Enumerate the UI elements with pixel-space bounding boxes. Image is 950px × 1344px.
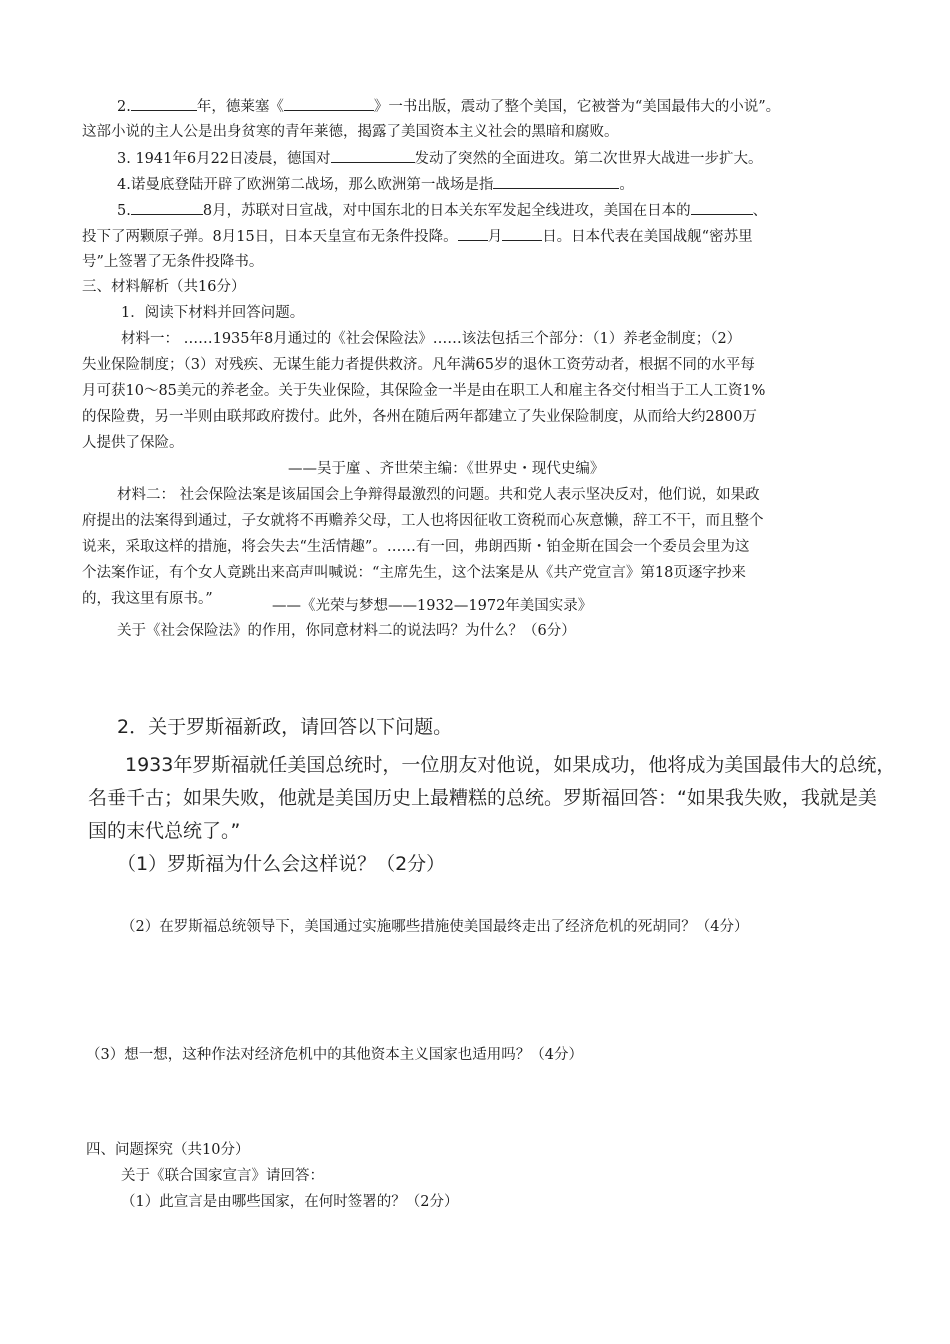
- question-2-sub-3: （3）想一想，这种作法对经济危机中的其他资本主义国家也适用吗？（4分）: [86, 1047, 583, 1063]
- section-3-title: 三、材料解析（共16分）: [82, 279, 246, 295]
- material-2-source: ——《光荣与梦想——1932—1972年美国实录》: [272, 598, 593, 614]
- material-1-line: 材料一： ……1935年8月通过的《社会保险法》……该法包括三个部分：（1）养老金制度；（2）: [121, 331, 742, 347]
- question-2-text-line: 国的末代总统了。”: [88, 820, 241, 842]
- material-2-line: 府提出的法案得到通过，子女就将不再赡养父母，工人也将因征收工资税而心灰意懒，辞工不干，而且整个: [82, 513, 764, 529]
- question-1-intro: 1．阅读下材料并回答问题。: [121, 305, 305, 321]
- question-2-text-line: 1933年罗斯福就任美国总统时，一位朋友对他说，如果成功，他将成为美国最伟大的总统，: [125, 754, 896, 776]
- question-5-line-2: 投下了两颗原子弹。8月15日，日本天皇宣布无条件投降。 月 日。日本代表在美国战舰“密苏里: [82, 226, 753, 247]
- material-2-line: 材料二： 社会保险法案是该届国会上争辩得最激烈的问题。共和党人表示坚决反对，他们说，如果政: [117, 487, 760, 503]
- material-2-line: 的，我这里有原书。”: [82, 591, 213, 607]
- question-number: 2.: [117, 99, 131, 115]
- question-2-text-line: 名垂千古；如果失败，他就是美国历史上最糟糕的总统。罗斯福回答：“如果我失败，我就是美: [88, 787, 877, 809]
- section-4-sub-1: （1）此宣言是由哪些国家，在何时签署的？（2分）: [121, 1194, 459, 1210]
- material-1-source: ——吴于廑 、齐世荣主编：《世界史・现代史编》: [288, 461, 605, 477]
- question-5-line-3: 号”上签署了无条件投降书。: [82, 254, 264, 270]
- material-1-line: 失业保险制度；（3）对残疾、无谋生能力者提供救济。凡年满65岁的退休工资劳动者，根据不同的水平每: [82, 357, 755, 373]
- question-2-sub-1: （1）罗斯福为什么会这样说？（2分）: [117, 853, 446, 875]
- question-2-line-2: 这部小说的主人公是出身贫寒的青年莱德，揭露了美国资本主义社会的黑暗和腐败。: [82, 124, 619, 140]
- question-3: 3. 1941年6月22日凌晨，德国对 发动了突然的全面进攻。第二次世界大战进一步扩大。: [117, 148, 763, 169]
- question-4: 4.诺曼底登陆开辟了欧洲第二战场，那么欧洲第一战场是指 。: [117, 174, 634, 195]
- answer-blank[interactable]: [131, 96, 197, 111]
- material-2-line: 个法案作证，有个女人竟跳出来高声叫喊说：“主席先生，这个法案是从《共产党宣言》第18页逐字抄来: [82, 565, 746, 581]
- answer-blank[interactable]: [458, 226, 488, 241]
- question-2-line-1: 2. 年，德莱塞《 》一书出版，震动了整个美国，它被誉为“美国最伟大的小说”。: [117, 96, 780, 117]
- material-1-line: 的保险费，另一半则由联邦政府拨付。此外，各州在随后两年都建立了失业保险制度，从而给大约2800万: [82, 409, 757, 425]
- answer-blank[interactable]: [331, 148, 415, 163]
- material-1-line: 人提供了保险。: [82, 435, 184, 451]
- question-2-sub-2: （2）在罗斯福总统领导下，美国通过实施哪些措施使美国最终走出了经济危机的死胡同？（4分）: [121, 919, 749, 935]
- section-4-intro: 关于《联合国家宣言》请回答：: [121, 1168, 324, 1184]
- answer-blank[interactable]: [502, 226, 542, 241]
- answer-blank[interactable]: [493, 174, 619, 189]
- question-1-prompt: 关于《社会保险法》的作用，你同意材料二的说法吗？为什么？（6分）: [117, 623, 576, 639]
- material-2-line: 说来，采取这样的措施，将会失去“生活情趣”。……有一回，弗朗西斯・铂金斯在国会一个委员会里为这: [82, 539, 750, 555]
- question-5-line-1: 5. 8月，苏联对日宣战，对中国东北的日本关东军发起全线进攻，美国在日本的 、: [117, 200, 767, 221]
- answer-blank[interactable]: [131, 200, 203, 215]
- question-2-title: 2．关于罗斯福新政，请回答以下问题。: [117, 716, 453, 738]
- material-1-line: 月可获10～85美元的养老金。关于失业保险，其保险金一半是由在职工人和雇主各交付相当于工人工资1%: [82, 383, 766, 399]
- section-4-title: 四、问题探究（共10分）: [86, 1142, 250, 1158]
- answer-blank[interactable]: [284, 96, 374, 111]
- answer-blank[interactable]: [691, 200, 753, 215]
